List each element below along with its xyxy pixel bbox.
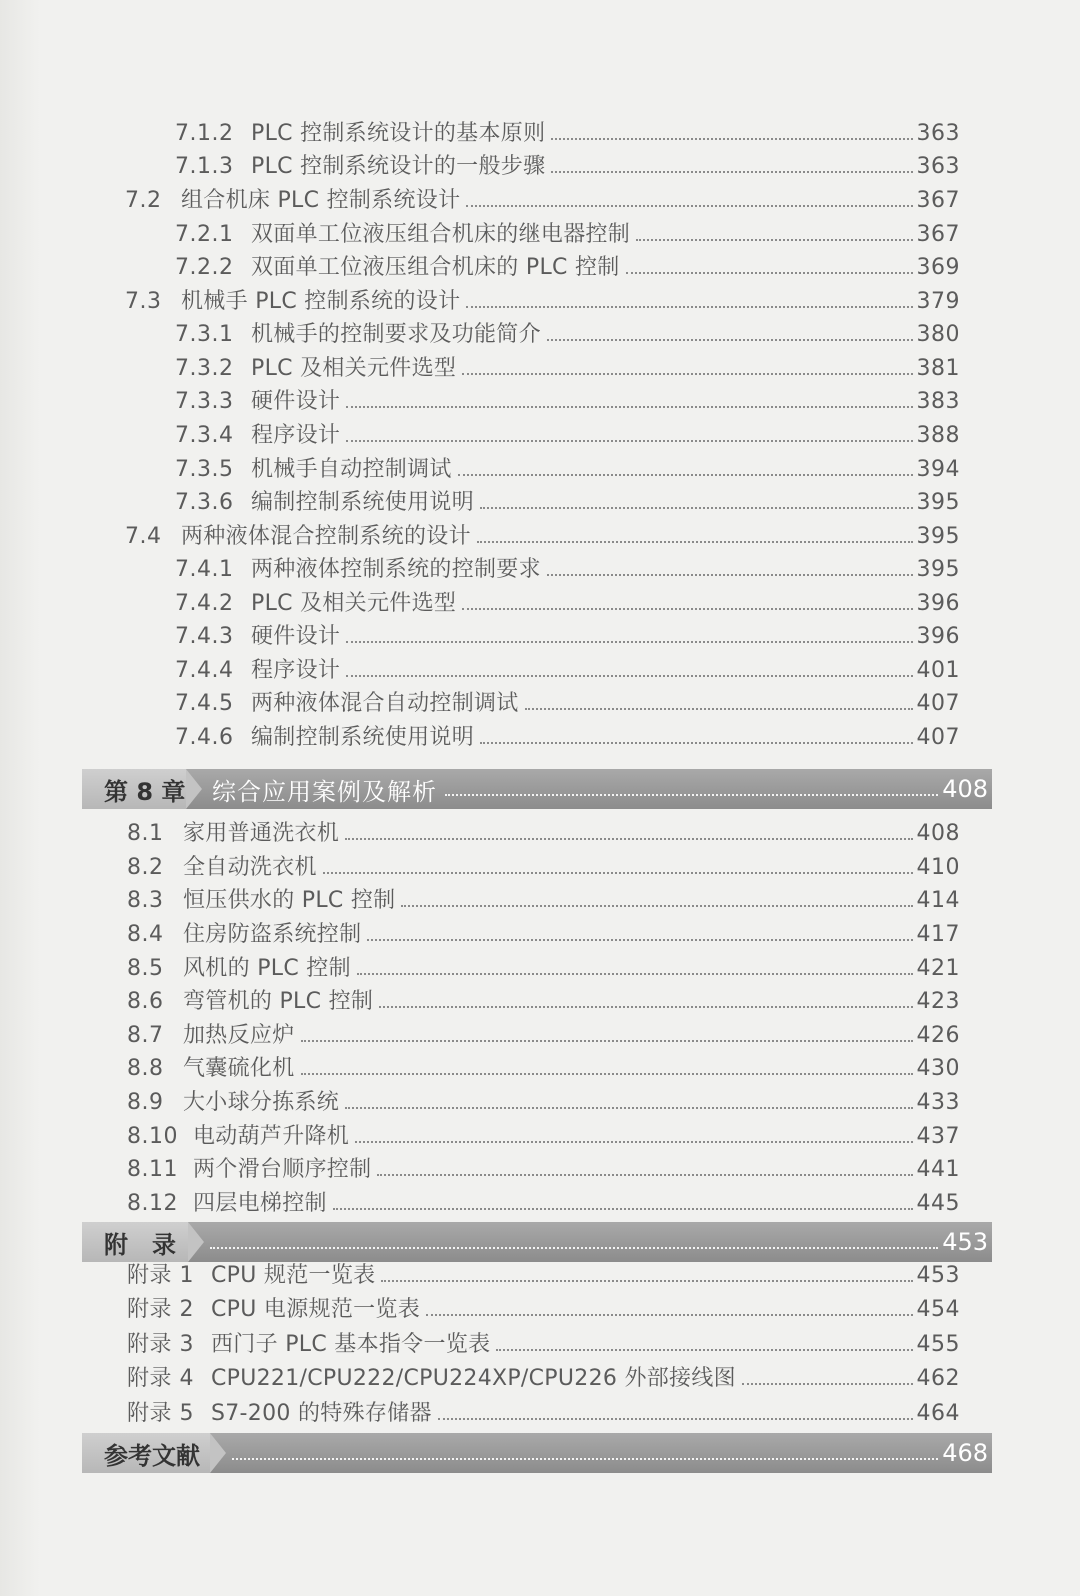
- entry-title: 两种液体混合自动控制调试: [251, 691, 519, 716]
- entry-number: 8.5: [127, 956, 164, 981]
- entry-page: 462: [916, 1366, 960, 1391]
- toc-entry[interactable]: [175, 553, 960, 587]
- entry-title: 住房防盗系统控制: [183, 922, 362, 947]
- dot-leader: [301, 1073, 913, 1075]
- entry-page: 401: [916, 658, 960, 683]
- dot-leader: [333, 1208, 913, 1210]
- tab-arrow-icon: [188, 1222, 204, 1262]
- entry-title: 风机的 PLC 控制: [183, 956, 351, 981]
- dot-leader: [377, 1174, 912, 1176]
- dot-leader: [480, 507, 912, 509]
- entry-title: S7-200 的特殊存储器: [211, 1401, 432, 1426]
- references-label-tab: [82, 1433, 210, 1473]
- dot-leader: [466, 205, 912, 207]
- entry-title: 机械手 PLC 控制系统的设计: [181, 289, 461, 314]
- toc-entry[interactable]: [175, 150, 960, 184]
- references-label: 参考文献: [104, 1441, 200, 1470]
- page-edge-shadow: [0, 0, 40, 1596]
- entry-number: 8.3: [127, 888, 164, 913]
- toc-entry[interactable]: [175, 486, 960, 520]
- toc-entry[interactable]: [127, 1397, 960, 1431]
- chapter-title: 综合应用案例及解析: [212, 777, 437, 806]
- toc-entry[interactable]: [175, 318, 960, 352]
- entry-page: 369: [916, 255, 960, 280]
- entry-page: 407: [916, 691, 960, 716]
- entry-title: 机械手的控制要求及功能简介: [251, 322, 541, 347]
- dot-leader: [742, 1383, 913, 1385]
- entry-number: 7.4.2: [175, 591, 234, 616]
- dot-leader: [346, 440, 912, 442]
- entry-title: 全自动洗衣机: [183, 855, 317, 880]
- dot-leader: [626, 272, 913, 274]
- references-heading[interactable]: [82, 1433, 992, 1473]
- entry-title: 两个滑台顺序控制: [193, 1157, 372, 1182]
- entry-number: 7.1.2: [175, 121, 234, 146]
- appendix-label: 附 录: [104, 1230, 176, 1259]
- entry-title: 大小球分拣系统: [183, 1090, 340, 1115]
- entry-title: 加热反应炉: [183, 1023, 295, 1048]
- toc-entry[interactable]: [127, 884, 960, 918]
- entry-number: 8.7: [127, 1023, 164, 1048]
- dot-leader: [458, 474, 913, 476]
- dot-leader: [462, 608, 912, 610]
- dot-leader: [345, 838, 912, 840]
- entry-page: 380: [916, 322, 960, 347]
- entry-number: 7.4.5: [175, 691, 234, 716]
- entry-number: 7.2: [125, 188, 162, 213]
- toc-entry[interactable]: [175, 352, 960, 386]
- toc-entry[interactable]: [127, 1187, 960, 1221]
- toc-entry[interactable]: [175, 385, 960, 419]
- toc-entry[interactable]: [175, 687, 960, 721]
- dot-leader: [547, 574, 913, 576]
- entry-page: 395: [916, 490, 960, 515]
- dot-leader: [346, 641, 912, 643]
- dot-leader: [636, 239, 912, 241]
- entry-number: 8.2: [127, 855, 164, 880]
- toc-entry[interactable]: [125, 520, 960, 554]
- entry-page: 410: [916, 855, 960, 880]
- dot-leader: [210, 1247, 938, 1249]
- entry-title: 气囊硫化机: [183, 1056, 295, 1081]
- toc-entry[interactable]: [127, 1293, 960, 1327]
- entry-page: 367: [916, 222, 960, 247]
- toc-entry[interactable]: [127, 1019, 960, 1053]
- entry-title: 四层电梯控制: [193, 1191, 327, 1216]
- toc-entry[interactable]: [127, 985, 960, 1019]
- toc-entry[interactable]: [175, 587, 960, 621]
- entry-title: 双面单工位液压组合机床的继电器控制: [251, 222, 631, 247]
- entry-number: 7.1.3: [175, 154, 234, 179]
- entry-title: PLC 控制系统设计的基本原则: [251, 121, 546, 146]
- entry-number: 7.2.1: [175, 222, 234, 247]
- entry-title: 两种液体混合控制系统的设计: [181, 524, 471, 549]
- toc-entry[interactable]: [127, 918, 960, 952]
- entry-number: 7.4: [125, 524, 162, 549]
- entry-page: 445: [916, 1191, 960, 1216]
- entry-number: 8.11: [127, 1157, 178, 1182]
- dot-leader: [346, 406, 912, 408]
- dot-leader: [480, 742, 912, 744]
- entry-page: 381: [916, 356, 960, 381]
- entry-number: 7.3.5: [175, 457, 234, 482]
- entry-page: 441: [916, 1157, 960, 1182]
- entry-page: 437: [916, 1124, 960, 1149]
- dot-leader: [345, 1107, 912, 1109]
- entry-title: 编制控制系统使用说明: [251, 725, 475, 750]
- entry-title: 组合机床 PLC 控制系统设计: [181, 188, 461, 213]
- toc-entry[interactable]: [127, 1362, 960, 1396]
- chapter-label: 第 8 章: [104, 777, 186, 806]
- dot-leader: [379, 1006, 912, 1008]
- entry-page: 426: [916, 1023, 960, 1048]
- entry-title: 两种液体控制系统的控制要求: [251, 557, 541, 582]
- entry-title: 编制控制系统使用说明: [251, 490, 475, 515]
- entry-title: CPU221/CPU222/CPU224XP/CPU226 外部接线图: [211, 1366, 736, 1391]
- tab-arrow-icon: [210, 1433, 226, 1473]
- dot-leader: [462, 373, 912, 375]
- entry-page: 407: [916, 725, 960, 750]
- chapter-8-heading[interactable]: [82, 769, 992, 809]
- entry-page: 395: [916, 557, 960, 582]
- toc-entry[interactable]: [175, 218, 960, 252]
- dot-leader: [301, 1040, 913, 1042]
- entry-page: 423: [916, 989, 960, 1014]
- entry-number: 8.6: [127, 989, 164, 1014]
- dot-leader: [496, 1349, 912, 1351]
- dot-leader: [466, 306, 912, 308]
- entry-page: 417: [916, 922, 960, 947]
- dot-leader: [551, 171, 912, 173]
- entry-page: 421: [916, 956, 960, 981]
- appendix-label-tab: [82, 1222, 188, 1262]
- entry-title: 恒压供水的 PLC 控制: [183, 888, 396, 913]
- toc-entry[interactable]: [175, 251, 960, 285]
- entry-page: 464: [916, 1401, 960, 1426]
- dot-leader: [381, 1280, 912, 1282]
- entry-number: 7.3.4: [175, 423, 234, 448]
- entry-number: 7.3.3: [175, 389, 234, 414]
- entry-title: 程序设计: [251, 423, 341, 448]
- entry-number: 附录 2: [127, 1297, 194, 1322]
- chapter-label-tab: [82, 769, 186, 809]
- tab-arrow-icon: [186, 769, 202, 809]
- toc-entry[interactable]: [175, 419, 960, 453]
- toc-entry[interactable]: [175, 721, 960, 755]
- entry-number: 8.8: [127, 1056, 164, 1081]
- entry-number: 7.3.6: [175, 490, 234, 515]
- appendix-heading[interactable]: [82, 1222, 992, 1262]
- toc-entry[interactable]: [175, 654, 960, 688]
- dot-leader: [438, 1418, 913, 1420]
- dot-leader: [355, 1141, 912, 1143]
- dot-leader: [477, 541, 913, 543]
- entry-number: 7.4.6: [175, 725, 234, 750]
- toc-entry[interactable]: [127, 1052, 960, 1086]
- entry-page: 430: [916, 1056, 960, 1081]
- entry-number: 附录 1: [127, 1263, 194, 1288]
- toc-entry[interactable]: [127, 1328, 960, 1362]
- entry-page: 367: [916, 188, 960, 213]
- dot-leader: [346, 675, 912, 677]
- entry-number: 7.3.1: [175, 322, 234, 347]
- entry-page: 433: [916, 1090, 960, 1115]
- entry-number: 7.3.2: [175, 356, 234, 381]
- dot-leader: [426, 1314, 912, 1316]
- toc-entry[interactable]: [125, 184, 960, 218]
- dot-leader: [547, 339, 913, 341]
- entry-title: PLC 及相关元件选型: [251, 356, 457, 381]
- toc-entry[interactable]: [127, 1120, 960, 1154]
- toc-entry[interactable]: [127, 817, 960, 851]
- entry-page: 379: [916, 289, 960, 314]
- chapter-page: 408: [942, 775, 988, 803]
- entry-number: 附录 4: [127, 1366, 194, 1391]
- toc-entry[interactable]: [175, 117, 960, 151]
- entry-title: PLC 及相关元件选型: [251, 591, 457, 616]
- entry-page: 395: [916, 524, 960, 549]
- toc-entry[interactable]: [125, 285, 960, 319]
- entry-page: 455: [916, 1332, 960, 1357]
- entry-page: 383: [916, 389, 960, 414]
- toc-entry[interactable]: [127, 1153, 960, 1187]
- entry-number: 7.3: [125, 289, 162, 314]
- entry-page: 363: [916, 154, 960, 179]
- entry-title: 家用普通洗衣机: [183, 821, 340, 846]
- toc-entry[interactable]: [175, 620, 960, 654]
- dot-leader: [445, 794, 938, 796]
- dot-leader: [232, 1458, 938, 1460]
- entry-number: 8.4: [127, 922, 164, 947]
- entry-page: 394: [916, 457, 960, 482]
- entry-title: 硬件设计: [251, 624, 341, 649]
- appendix-page: 453: [942, 1228, 988, 1256]
- dot-leader: [551, 138, 912, 140]
- references-page: 468: [942, 1439, 988, 1467]
- dot-leader: [357, 973, 913, 975]
- entry-page: 454: [916, 1297, 960, 1322]
- entry-number: 8.12: [127, 1191, 178, 1216]
- entry-number: 8.1: [127, 821, 164, 846]
- dot-leader: [525, 708, 913, 710]
- dot-leader: [323, 872, 913, 874]
- entry-number: 8.9: [127, 1090, 164, 1115]
- entry-title: 硬件设计: [251, 389, 341, 414]
- entry-page: 363: [916, 121, 960, 146]
- entry-number: 附录 3: [127, 1332, 194, 1357]
- entry-title: 电动葫芦升降机: [193, 1124, 350, 1149]
- entry-title: 弯管机的 PLC 控制: [183, 989, 374, 1014]
- entry-title: 双面单工位液压组合机床的 PLC 控制: [251, 255, 620, 280]
- toc-entry[interactable]: [175, 453, 960, 487]
- entry-number: 7.4.4: [175, 658, 234, 683]
- entry-number: 7.4.1: [175, 557, 234, 582]
- toc-entry[interactable]: [127, 851, 960, 885]
- entry-page: 453: [916, 1263, 960, 1288]
- entry-page: 396: [916, 591, 960, 616]
- entry-number: 7.4.3: [175, 624, 234, 649]
- entry-title: CPU 规范一览表: [211, 1263, 376, 1288]
- toc-entry[interactable]: [127, 952, 960, 986]
- entry-title: PLC 控制系统设计的一般步骤: [251, 154, 546, 179]
- entry-title: 机械手自动控制调试: [251, 457, 452, 482]
- entry-title: CPU 电源规范一览表: [211, 1297, 421, 1322]
- toc-entry[interactable]: [127, 1086, 960, 1120]
- dot-leader: [367, 939, 912, 941]
- entry-number: 8.10: [127, 1124, 178, 1149]
- entry-page: 388: [916, 423, 960, 448]
- entry-page: 396: [916, 624, 960, 649]
- entry-page: 414: [916, 888, 960, 913]
- entry-title: 西门子 PLC 基本指令一览表: [211, 1332, 491, 1357]
- dot-leader: [401, 905, 912, 907]
- entry-number: 附录 5: [127, 1401, 194, 1426]
- toc-entry[interactable]: [127, 1259, 960, 1293]
- entry-number: 7.2.2: [175, 255, 234, 280]
- entry-title: 程序设计: [251, 658, 341, 683]
- entry-page: 408: [916, 821, 960, 846]
